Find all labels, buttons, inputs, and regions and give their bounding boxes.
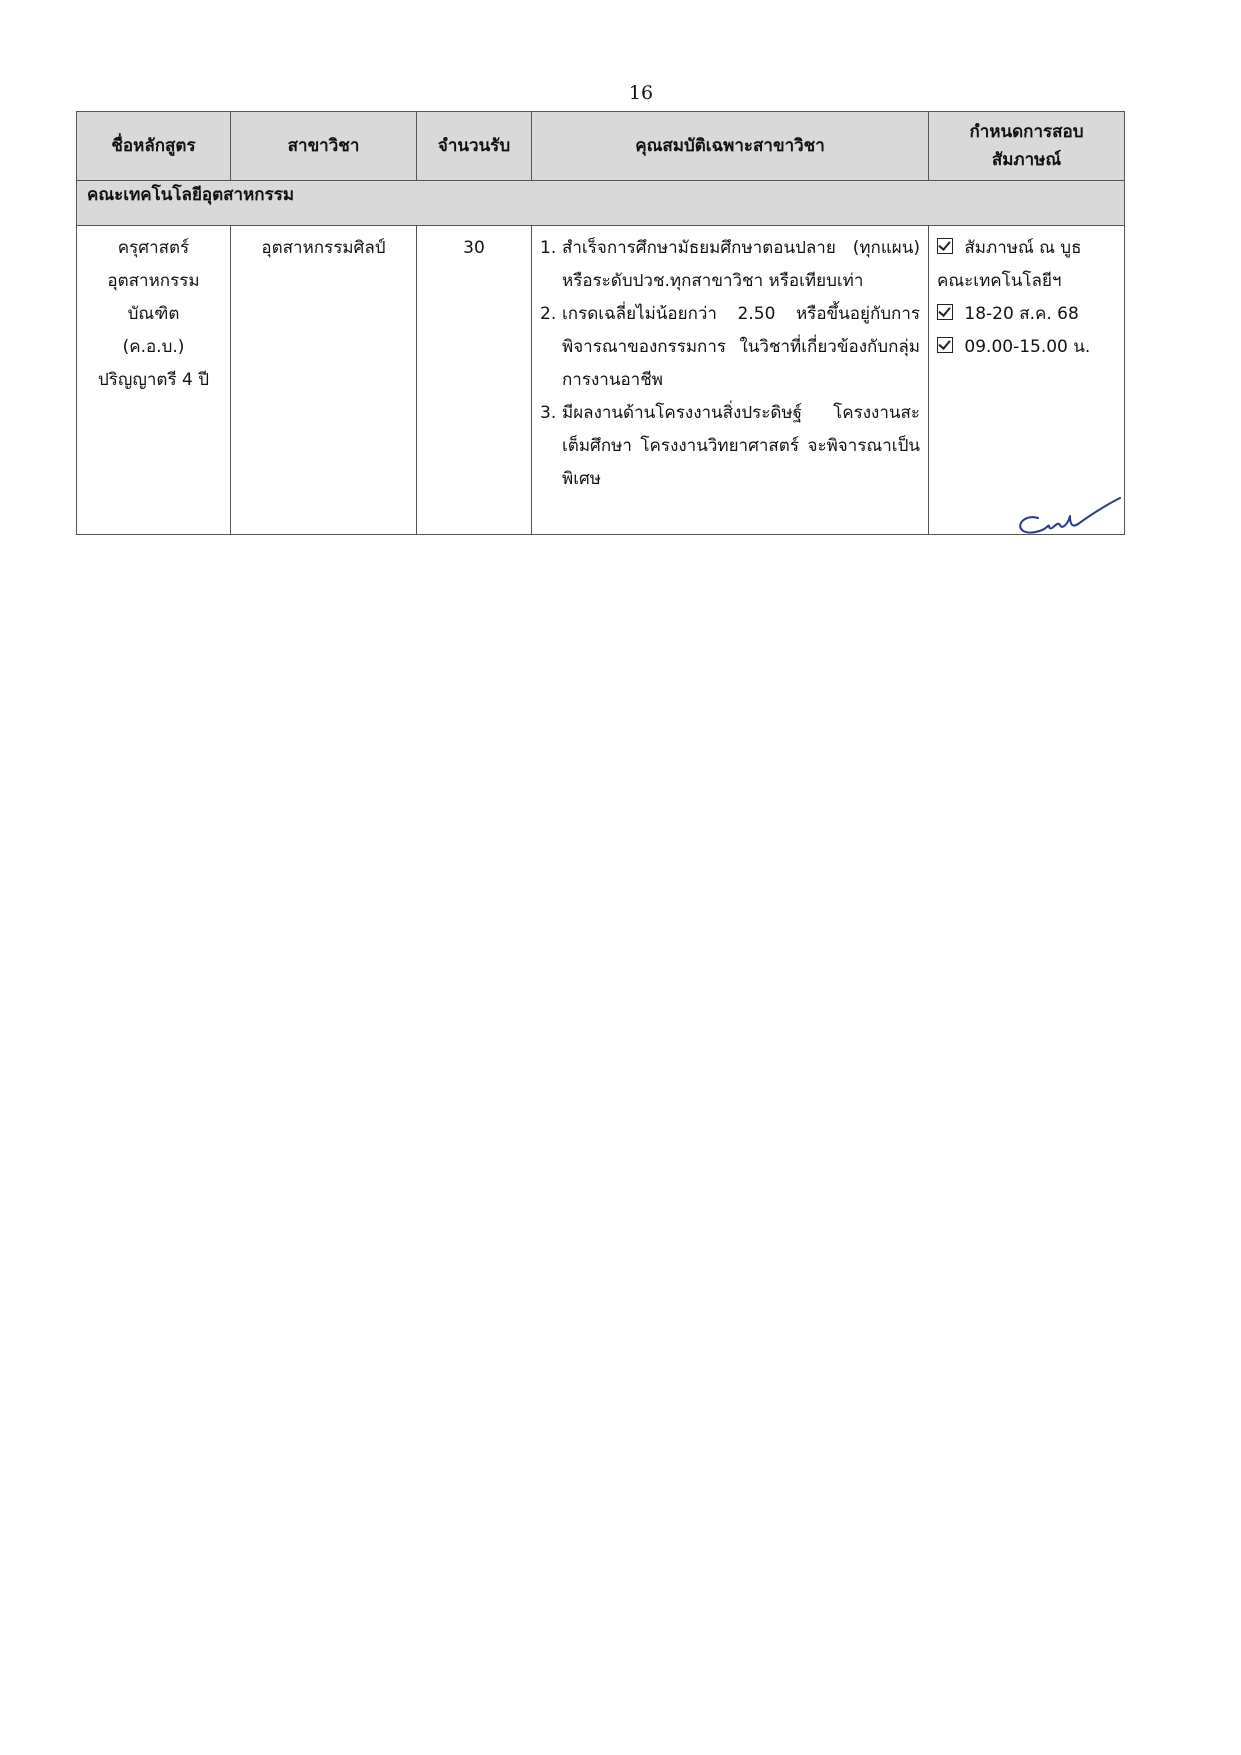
- header-interview: [929, 112, 1125, 181]
- program-line: (ค.อ.บ.): [122, 337, 185, 357]
- qualification-number: 1.: [540, 238, 557, 258]
- qualification-text: มีผลงานด้านโครงงานสิ่งประดิษฐ์ โครงงานสะเต็มศึกษา โครงงานวิทยาศาสตร์ จะพิจารณาเป็นพิเศษ: [562, 403, 920, 489]
- page-number: 16: [628, 82, 654, 104]
- header-seats: จำนวนรับ: [417, 112, 532, 181]
- qualification-text: เกรดเฉลี่ยไม่น้อยกว่า 2.50 หรือขึ้นอยู่กับการพิจารณาของกรรมการ ในวิชาที่เกี่ยวข้องกับกลุ่มการงานอาชีพ: [562, 304, 920, 390]
- header-row: [77, 112, 1125, 181]
- interview-location-line2: คณะเทคโนโลยีฯ: [937, 271, 1062, 291]
- qualification-item: [540, 232, 920, 298]
- qualification-number: 3.: [540, 403, 557, 423]
- table-row: [77, 226, 1125, 535]
- header-program: ชื่อหลักสูตร: [77, 112, 231, 181]
- qualification-text: สำเร็จการศึกษามัธยมศึกษาตอนปลาย (ทุกแผน) หรือระดับปวช.ทุกสาขาวิชา หรือเทียบเท่า: [562, 238, 920, 291]
- interview-date-text: 18-20 ส.ค. 68: [964, 304, 1079, 324]
- program-line: ครุศาสตร์: [117, 238, 190, 258]
- header-interview-line2: สัมภาษณ์: [991, 150, 1062, 170]
- program-line: ปริญญาตรี 4 ปี: [97, 370, 210, 390]
- interview-time: [937, 331, 1116, 364]
- signature: [1012, 494, 1124, 542]
- checked-box-icon: [937, 304, 953, 320]
- program-cell: [77, 226, 231, 535]
- qualification-item: [540, 397, 920, 496]
- seats-cell: 30: [417, 226, 532, 535]
- header-interview-line1: กำหนดการสอบ: [969, 122, 1084, 142]
- qualifications-list: [540, 232, 920, 496]
- faculty-row: [77, 181, 1125, 226]
- interview-cell: [929, 226, 1125, 535]
- qualification-number: 2.: [540, 304, 557, 324]
- qualification-item: [540, 298, 920, 397]
- program-line: อุตสาหกรรม: [107, 271, 200, 291]
- major-cell: อุตสาหกรรมศิลป์: [231, 226, 417, 535]
- interview-time-text: 09.00-15.00 น.: [964, 337, 1091, 357]
- checked-box-icon: [937, 238, 953, 254]
- interview-location-line1: สัมภาษณ์ ณ บูธ: [964, 238, 1082, 258]
- program-line: บัณฑิต: [127, 304, 180, 324]
- program-table: [76, 111, 1125, 535]
- interview-location: [937, 232, 1116, 265]
- qualifications-cell: [532, 226, 929, 535]
- interview-date: [937, 298, 1116, 331]
- faculty-name: คณะเทคโนโลยีอุตสาหกรรม: [77, 181, 1125, 226]
- checked-box-icon: [937, 337, 953, 353]
- header-major: สาขาวิชา: [231, 112, 417, 181]
- header-qualifications: คุณสมบัติเฉพาะสาขาวิชา: [532, 112, 929, 181]
